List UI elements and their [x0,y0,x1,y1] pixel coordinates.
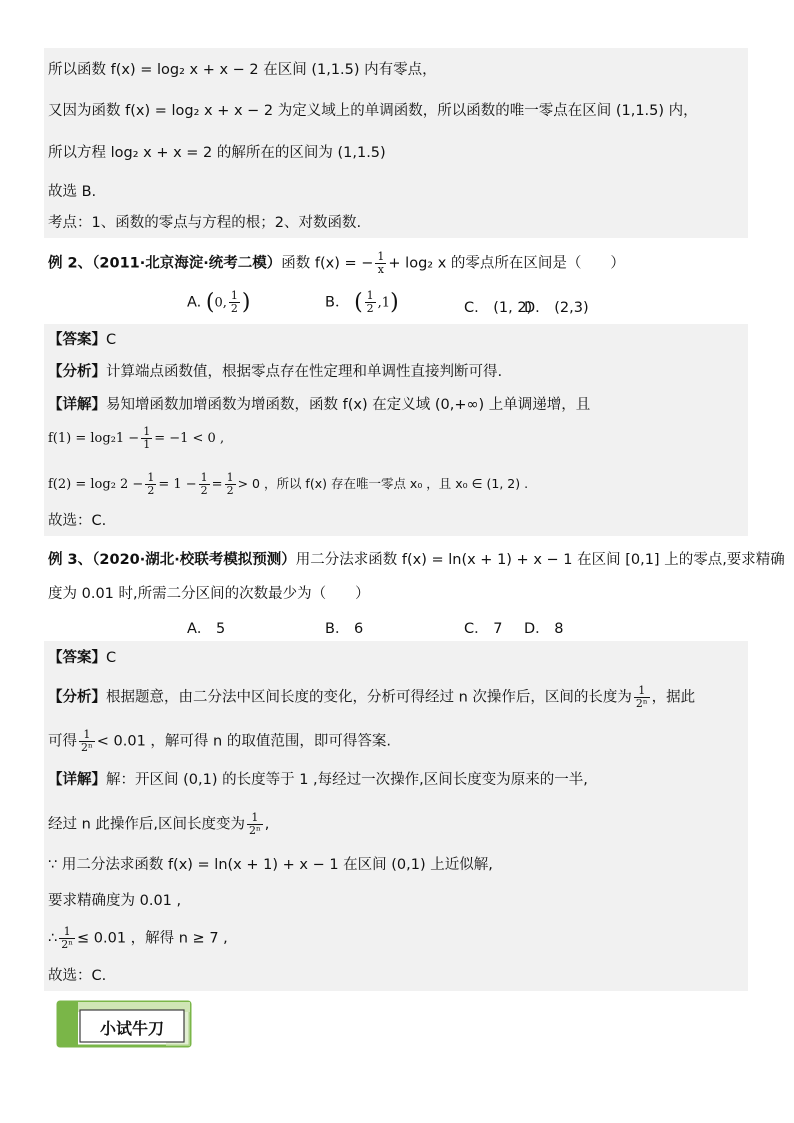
example-3-options [0,617,794,643]
fraction: $\frac{1}{x}$ [377,250,385,276]
option-c: C． 7 [464,621,503,637]
option-d: D. (2,3) [524,300,589,316]
detail-3: 【详解】解：开区间 (0,1) 的长度等于 1 ,每经过一次操作,区间长度变为原来的一半, [48,772,588,788]
solution-line-3: 所以方程 log₂ x + x = 2 的解所在的区间为 (1,1.5) [48,145,386,161]
option-a: A. (0, $\frac{1}{2}$ ) [187,289,251,315]
example-3-heading: 例 3、（2020·湖北·校联考模拟预测） [48,552,296,568]
option-b: B． ( $\frac{1}{2}$ ,1) [325,289,399,315]
detail-3-line-4: 要求精确度为 0.01 , [48,893,182,909]
option-b: B． 6 [325,621,364,637]
answer-2: 【答案】C [48,332,117,348]
option-a: A． 5 [187,621,226,637]
example-2-options [0,288,794,314]
detail-3-line-5: ∴ $\frac{1}{\text{2ⁿ}}$ ≤ 0.01 ，解得 n ≥ 7 , [48,925,228,951]
example-2-question [48,251,625,276]
detail-2-f1: f(1) = log₂1 − $\frac{1}{1}$ = −1 < 0 , [48,425,225,451]
option-c: C. (1, 2) [464,300,533,316]
solution-line-1: 所以函数 f(x) = log₂ x + x − 2 在区间 (1,1.5) 内有零点， [48,62,437,78]
detail-3-line-3: ∵ 用二分法求函数 f(x) = ln(x + 1) + x − 1 在区间 (0,1) 上近似解, [48,857,493,873]
knowledge-point: 考点：1、函数的零点与方程的根；2、对数函数. [48,215,362,231]
example-2-text-a: 函数 f(x) = − [281,255,374,272]
choice-3: 故选：C. [48,968,107,984]
section-badge-label: 小试牛刀 [99,1019,164,1038]
analysis-3-line-1: 【分析】根据题意，由二分法中区间长度的变化，分析可得经过 n 次操作后，区间的长度为 $\frac{1}{\text{2ⁿ}}$ ，据此 [48,684,696,710]
example-3-question-line-1: 例 3、（2020·湖北·校联考模拟预测）用二分法求函数 f(x) = ln(x + 1) + x − 1 在区间 [0,1] 上的零点,要求精确 [48,552,785,568]
detail-3-line-2: 经过 n 此操作后,区间长度变为 $\frac{1}{\text{2ⁿ}}$ , [48,811,270,837]
detail-2: 【详解】易知增函数加增函数为增函数，函数 f(x) 在定义域 (0,+∞) 上单调递增，且 [48,397,591,413]
option-d: D． 8 [524,621,564,637]
analysis-3-line-2: 可得 $\frac{1}{\text{2ⁿ}}$ < 0.01 ，解可得 n 的取值范围，即可得答案. [48,728,391,754]
detail-2-f2: f(2) = log₂ 2 − $\frac{1}{2}$ = 1 − $\frac{1}{2}$ = $\frac{1}{2}$ > 0 ，所以 f(x) 存在唯一零点 x₀ ，且 x₀ ∈ (1, 2) . [48,471,529,497]
choice-line-1: 故选 B. [48,184,97,200]
solution-line-2: 又因为函数 f(x) = log₂ x + x − 2 为定义域上的单调函数，所以函数的唯一零点在区间 (1,1.5) 内， [48,103,698,119]
example-2-text-b: + log₂ x 的零点所在区间是（ ） [388,255,625,272]
answer-3: 【答案】C [48,650,117,666]
choice-2: 故选：C. [48,513,107,529]
analysis-2: 【分析】计算端点函数值，根据零点存在性定理和单调性直接判断可得. [48,364,503,380]
example-3-question-line-2: 度为 0.01 时,所需二分区间的次数最少为（ ） [48,586,370,602]
section-badge [56,1000,192,1048]
example-2-heading: 例 2、（2011·北京海淀·统考二模） [48,255,282,272]
